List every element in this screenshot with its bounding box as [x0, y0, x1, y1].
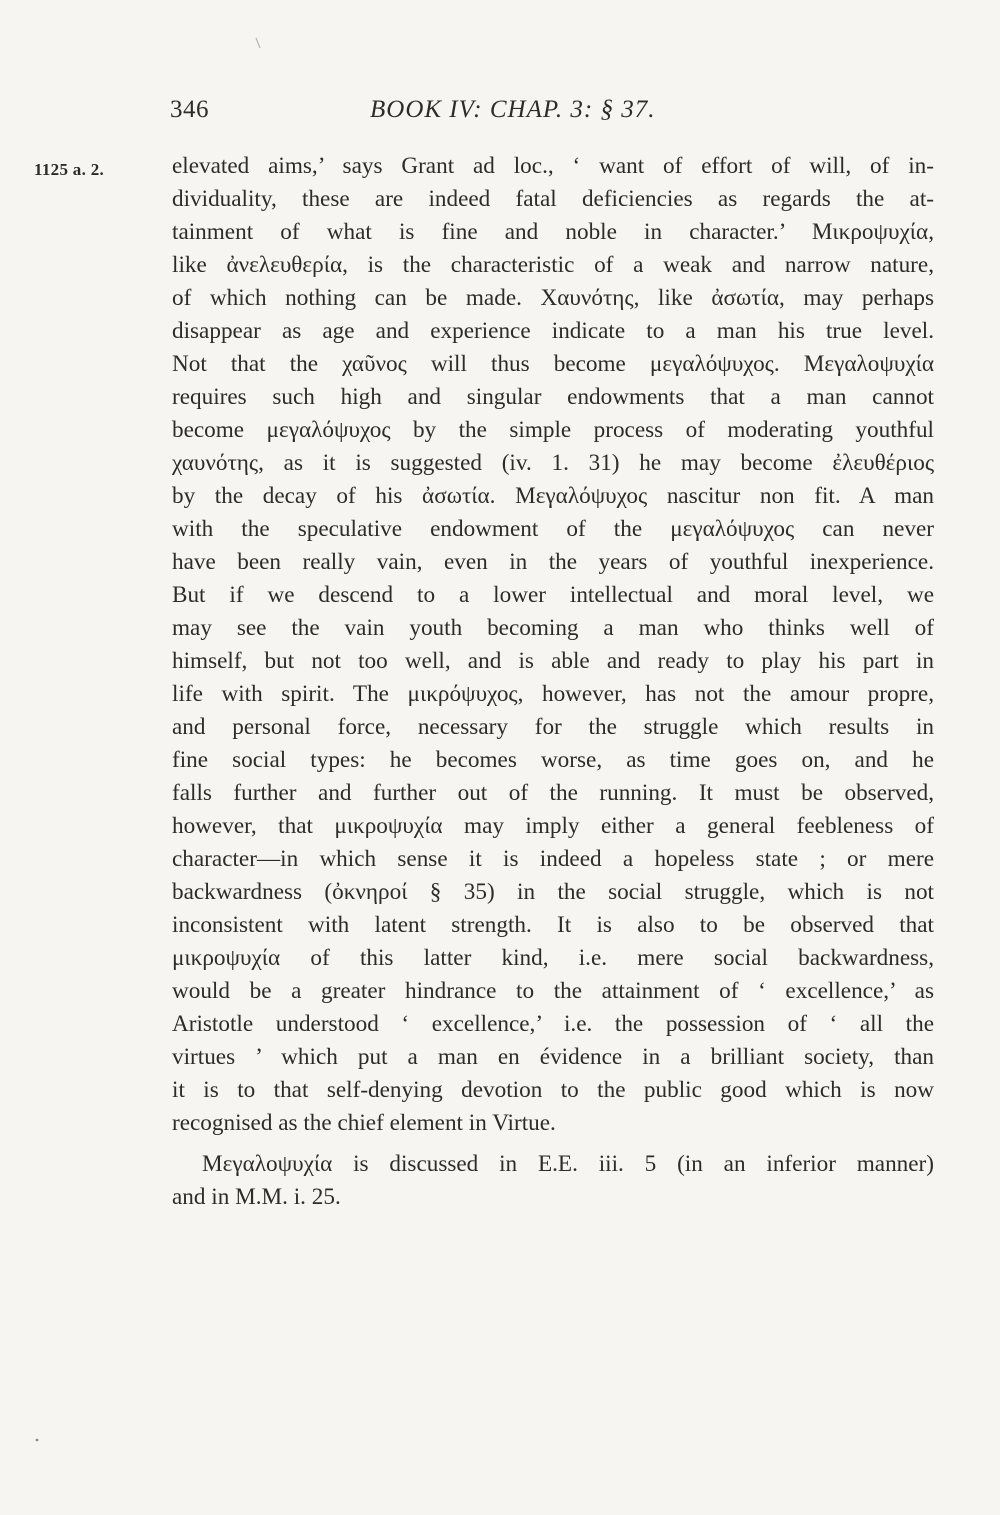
text-line: of which nothing can be made. Χαυνότης, like ἀσωτία, may perhaps: [172, 285, 934, 311]
text-line: χαυνότης, as it is suggested (iv. 1. 31) he may become ἐλευθέριος: [172, 450, 934, 476]
text-line: recognised as the chief element in Virtue.: [172, 1110, 556, 1136]
text-line: But if we descend to a lower intellectual and moral level, we: [172, 582, 934, 608]
text-line: falls further and further out of the running. It must be observed,: [172, 780, 934, 806]
paper-speck: [256, 38, 260, 48]
text-line: dividuality, these are indeed fatal deficiencies as regards the at-: [172, 186, 934, 212]
paper-speck: [36, 1439, 39, 1442]
text-line: with the speculative endowment of the μεγαλόψυχος can never: [172, 516, 934, 542]
text-line: virtues ’ which put a man en évidence in a brilliant society, than: [172, 1044, 934, 1070]
paragraph-2: [172, 1148, 934, 1214]
text-line: elevated aims,’ says Grant ad loc., ‘ want of effort of will, of in-: [172, 153, 934, 179]
text-line: fine social types: he becomes worse, as time goes on, and he: [172, 747, 934, 773]
text-line: tainment of what is fine and noble in character.’ Μικροψυχία,: [172, 219, 934, 245]
text-line: it is to that self-denying devotion to the public good which is now: [172, 1077, 934, 1103]
body-text: [172, 150, 934, 1214]
text-line: become μεγαλόψυχος by the simple process of moderating youthful: [172, 417, 934, 443]
text-line: Not that the χαῦνος will thus become μεγαλόψυχος. Μεγαλοψυχία: [172, 351, 934, 377]
text-line: disappear as age and experience indicate to a man his true level.: [172, 318, 934, 344]
text-line: like ἀνελευθερία, is the characteristic of a weak and narrow nature,: [172, 252, 934, 278]
text-line: and personal force, necessary for the struggle which results in: [172, 714, 934, 740]
text-line: and in M.M. i. 25.: [172, 1184, 341, 1210]
text-line: μικροψυχία of this latter kind, i.e. mere social backwardness,: [172, 945, 934, 971]
text-line: would be a greater hindrance to the attainment of ‘ excellence,’ as: [172, 978, 934, 1004]
text-line: inconsistent with latent strength. It is also to be observed that: [172, 912, 934, 938]
page-header: [170, 96, 770, 136]
text-line: have been really vain, even in the years of youthful inexperience.: [172, 549, 934, 575]
page-number: 346: [170, 96, 209, 123]
text-line: life with spirit. The μικρόψυχος, however, has not the amour propre,: [172, 681, 934, 707]
text-line: Μεγαλοψυχία is discussed in E.E. iii. 5 (in an inferior manner): [202, 1151, 934, 1177]
text-line: requires such high and singular endowments that a man cannot: [172, 384, 934, 410]
text-line: by the decay of his ἀσωτία. Μεγαλόψυχος nascitur non fit. A man: [172, 483, 934, 509]
text-line: however, that μικροψυχία may imply either a general feebleness of: [172, 813, 934, 839]
running-head: BOOK IV: CHAP. 3: § 37.: [370, 96, 656, 123]
text-line: himself, but not too well, and is able and ready to play his part in: [172, 648, 934, 674]
margin-reference: 1125 a. 2.: [34, 160, 105, 179]
text-line: may see the vain youth becoming a man who thinks well of: [172, 615, 934, 641]
text-line: backwardness (ὀκνηροί § 35) in the social struggle, which is not: [172, 879, 934, 905]
text-line: character—in which sense it is indeed a hopeless state ; or mere: [172, 846, 934, 872]
paragraph-1: [172, 150, 934, 1140]
text-line: Aristotle understood ‘ excellence,’ i.e. the possession of ‘ all the: [172, 1011, 934, 1037]
